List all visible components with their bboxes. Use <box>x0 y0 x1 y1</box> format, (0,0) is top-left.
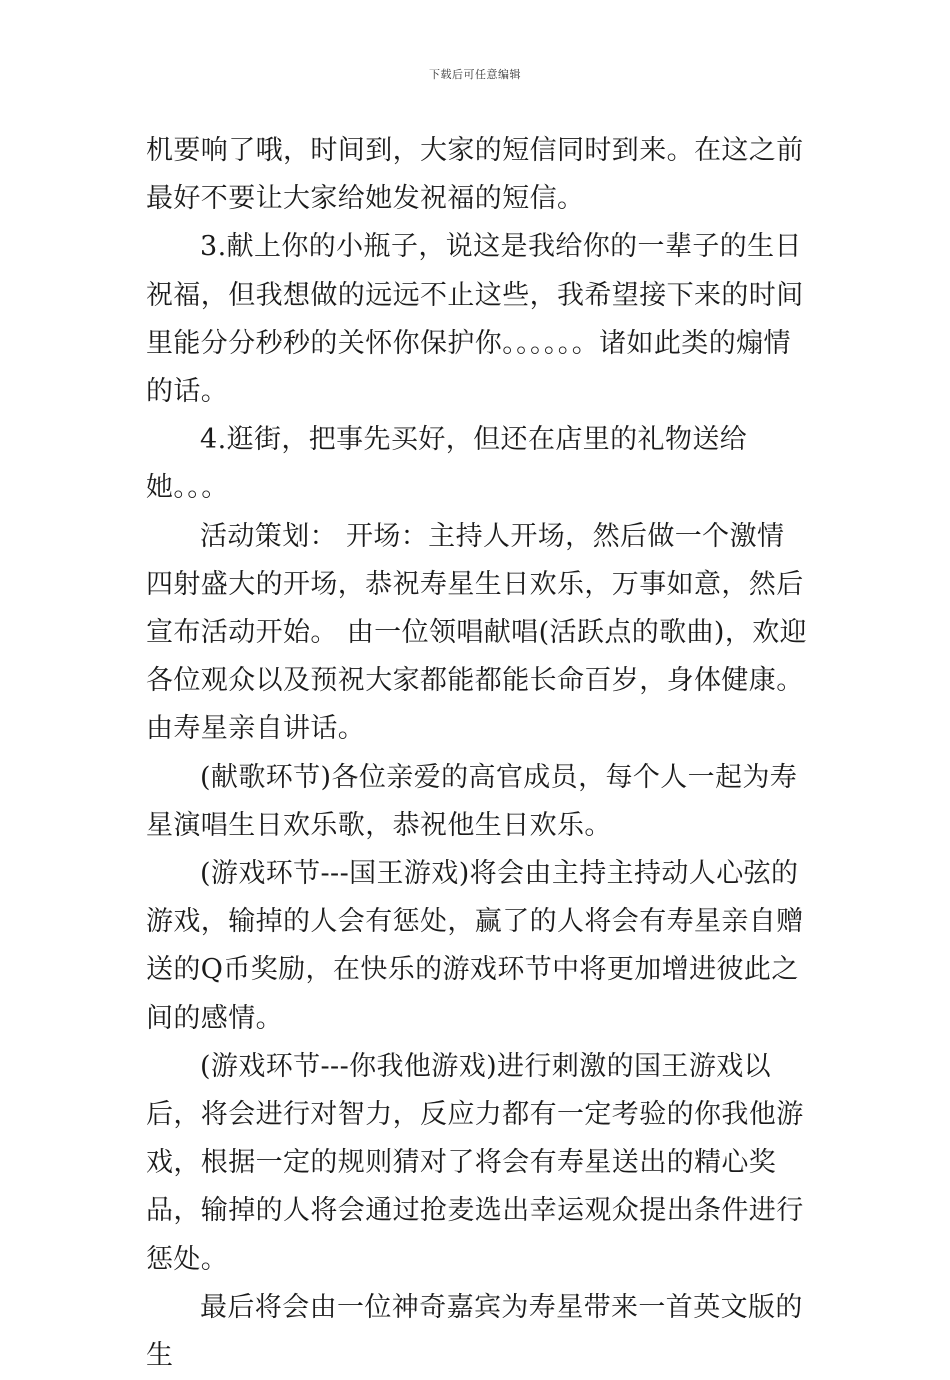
paragraph-7: (游戏环节---你我他游戏)进行刺激的国王游戏以后，将会进行对智力，反应力都有一定考验的你我他游戏，根据一定的规则猜对了将会有寿星送出的精心奖品，输掉的人将会通过抢麦选出幸运观众提出条件进行惩处。 <box>146 1050 804 1275</box>
document-body <box>146 127 810 1380</box>
paragraph-6: (游戏环节---国王游戏)将会由主持主持动人心弦的游戏，输掉的人会有惩处，赢了的人将会有寿星亲自赠送的Q币奖励，在快乐的游戏环节中将更加增进彼此之间的感情。 <box>146 858 804 1034</box>
paragraph-1: 机要响了哦，时间到，大家的短信同时到来。在这之前最好不要让大家给她发祝福的短信。 <box>146 135 804 215</box>
paragraph-5: (献歌环节)各位亲爱的高官成员，每个人一起为寿星演唱生日欢乐歌，恭祝他生日欢乐。 <box>146 761 798 841</box>
paragraph-8: 最后将会由一位神奇嘉宾为寿星带来一首英文版的生 <box>146 1291 803 1372</box>
paragraph-4: 活动策划： 开场：主持人开场，然后做一个激情四射盛大的开场，恭祝寿星生日欢乐，万事如意，然后宣布活动开始。 由一位领唱献唱(活跃点的歌曲)，欢迎各位观众以及预祝大家都能都能长命百岁，身体健康。 由寿星亲自讲话。 <box>146 520 808 745</box>
page-header: 下载后可任意编辑 <box>429 68 521 81</box>
paragraph-2: 3.献上你的小瓶子，说这是我给你的一辈子的生日祝福，但我想做的远远不止这些，我希望接下来的时间里能分分秒秒的关怀你保护你。。。。。。诸如此类的煽情的话。 <box>146 231 804 408</box>
paragraph-3: 4.逛街，把事先买好，但还在店里的礼物送给她。。。 <box>146 424 748 504</box>
